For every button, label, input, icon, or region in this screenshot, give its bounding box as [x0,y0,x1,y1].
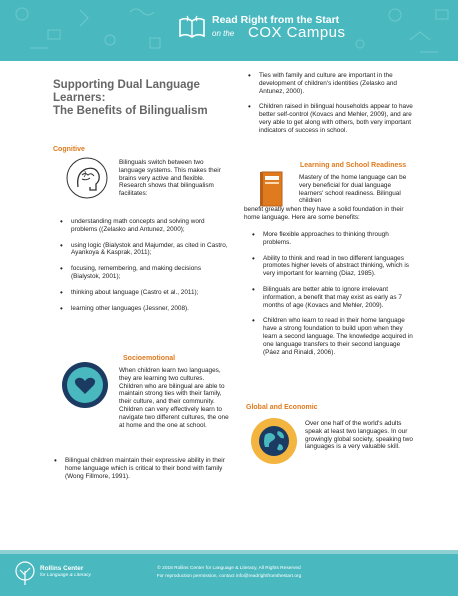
book-icon [252,169,292,209]
page-title [53,79,233,118]
cognitive-heading: Cognitive [53,146,85,153]
title-line-2: Learners: [53,92,106,104]
list-item: • understanding math concepts and solving word problems ((Zelasko and Antunez, 2000); [58,218,230,234]
copyright-text: © 2018 Rollins Center for Language & Literacy, All Rights Reserved [157,566,301,571]
socioemotional-heading: Socioemotional [123,355,176,362]
learning-intro-box [299,174,417,206]
list-item: • using logic (Bialystok and Majumder, as cited in Castro, Ayankoya & Kasprak, 2011); [58,242,230,258]
learning-intro-a: Mastery of the home language can be very beneficial for dual language learners' school readiness. Bilingual children [299,174,407,205]
global-heading: Global and Economic [246,404,318,411]
list-item: • focusing, remembering, and making decisions (Bialystok, 2001); [58,265,230,281]
globe-icon [250,417,298,465]
open-book-icon [178,14,206,40]
title-line-1: Supporting Dual Language [53,79,200,91]
list-item: • Children raised in bilingual households appear to have better self-control (Kovacs and Mehler, 2009), and are very able to get along with others, both very important indicators of success in school. [246,103,416,134]
list-item: • Children who learn to read in their home language have a strong foundation to build upon when they learn a second language. The knowledge acquired in one language transfers to their second language (Páez and Rinaldi, 2006). [250,317,418,356]
cognitive-intro: Bilinguals switch between two language systems. This makes their brains very active and flexible. Research shows that bilingualism facilitates: [119,159,221,198]
global-intro: Over one half of the world's adults speak at least two languages. In our growingly global society, speaking two languages is a very valuable skill. [305,420,413,451]
learning-intro-rest: benefit greatly when they have a solid foundation in their home language. Here are some benefits: [244,206,404,221]
brain-head-icon [66,157,108,199]
cognitive-list [58,218,230,320]
heart-icon [62,362,108,408]
brand-on-the: on the [212,29,235,38]
list-item: • Ties with family and culture are important in the development of children's identities (Zelasko and Antunez, 2000). [246,72,416,95]
learning-list [250,231,418,364]
list-item: • Bilinguals are better able to ignore irrelevant information, a benefit that may exist as early as 7 months of age (Kovacs and Mehler, 2009). [250,286,418,309]
org-name: Rollins Center [40,565,84,572]
org-subtitle: for Language & Literacy [40,573,91,578]
title-line-3: The Benefits of Bilingualism [53,105,208,117]
socioemotional-intro: When children learn two languages, they are learning two cultures. Children who are bilingual are able to maintain strong ties with their family, their culture, and their community. Children can very effectively learn to navigate two different cultures, the one at home and the one at school. [119,367,229,429]
list-item: • Ability to think and read in two different languages promotes higher levels of abstract thinking, which is very important for learning (Diaz, 1985). [250,255,418,278]
permission-text[interactable]: For reproduction permission, contact info@readrightfromthestart.org [156,574,302,579]
identity-list [246,72,416,143]
socioemotional-intro-top [119,367,229,429]
list-item: • learning other languages (Jessner, 2008). [58,305,230,313]
learning-heading: Learning and School Readiness [300,162,407,169]
list-item: • thinking about language (Castro et al., 2011); [58,289,230,297]
header-banner [0,0,458,61]
list-item: • Bilingual children maintain their expressive ability in their home language which is critical to their bond with family (Wong Fillmore, 1991). [52,457,232,480]
footer [0,554,458,596]
brand-logo[interactable] [178,12,378,52]
brand-name: COX Campus [248,24,346,41]
list-item: • More flexible approaches to thinking through problems. [250,231,418,247]
heart-circle-icon [62,362,108,408]
brand-tagline: Read Right from the Start [212,14,340,26]
socioemotional-list [52,457,232,488]
